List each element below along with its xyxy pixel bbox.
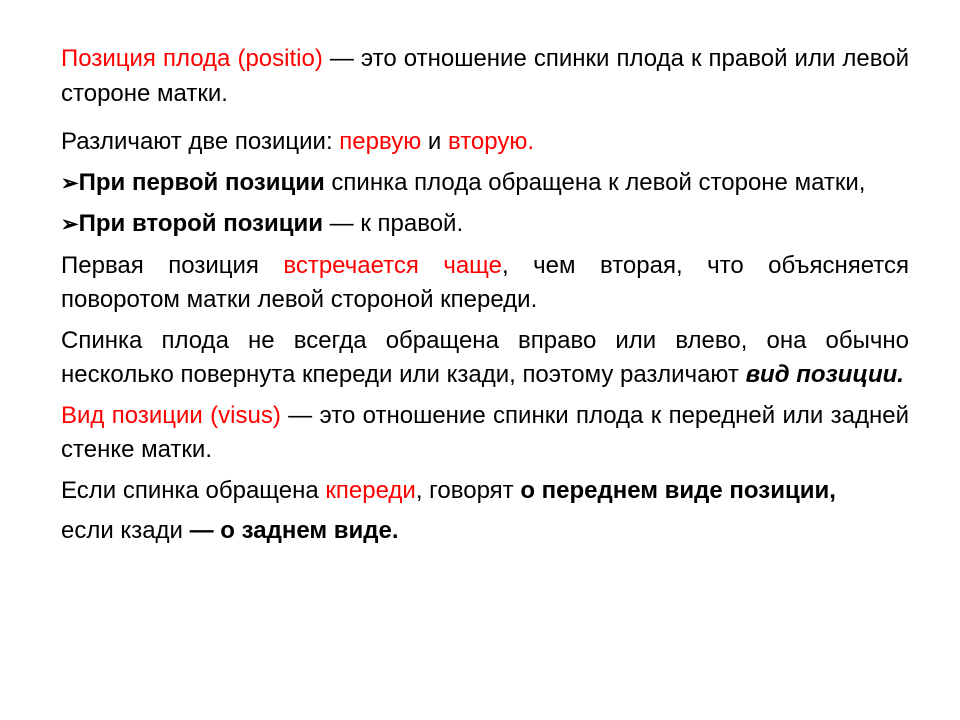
second-position-heading: При второй позиции: [78, 210, 324, 237]
paragraph-first-position: [61, 166, 909, 202]
first-position-heading: При первой позиции: [78, 168, 325, 196]
anterior-highlight: кпереди: [325, 476, 416, 504]
second-position-word: вторую.: [447, 128, 535, 155]
paragraph-visus-definition: [61, 399, 909, 468]
term-positio: Позиция плода (positio): [61, 45, 323, 72]
paragraph-two-positions: [61, 125, 909, 160]
posterior-intro: если кзади: [61, 517, 190, 544]
paragraph-position-definition: [61, 42, 909, 111]
posterior-view-term: — о заднем виде.: [189, 517, 399, 544]
arrow-bullet-icon: ➢: [61, 171, 79, 195]
frequency-intro: Первая позиция: [61, 251, 284, 279]
position-definition-text: — это отношение спинки плода к правой или левой стороне матки.: [61, 45, 909, 107]
anterior-say: , говорят: [415, 476, 521, 504]
view-of-position-term: вид позиции.: [745, 361, 904, 388]
paragraph-second-position: [61, 207, 909, 243]
anterior-intro: Если спинка обращена: [61, 476, 326, 504]
arrow-bullet-icon: ➢: [61, 213, 79, 236]
paragraph-back-orientation: [61, 324, 909, 393]
and-word: и: [421, 128, 448, 155]
second-position-text: — к правой.: [323, 210, 464, 237]
back-orientation-text: Спинка плода не всегда обращена вправо или влево, она обычно несколько повернута кпереди или кзади, поэтому различают: [61, 326, 909, 388]
two-positions-intro: Различают две позиции:: [61, 128, 340, 155]
paragraph-frequency: [61, 249, 909, 318]
first-position-text: спинка плода обращена к левой стороне матки,: [324, 168, 866, 196]
frequency-highlight: встречается чаще: [283, 251, 503, 279]
slide-content: [61, 42, 909, 555]
first-position-word: первую: [339, 128, 422, 155]
anterior-view-term: о переднем виде позиции,: [520, 476, 836, 504]
term-visus: Вид позиции (visus): [61, 401, 281, 429]
paragraph-anterior-view: [61, 474, 909, 509]
visus-definition-text: — это отношение спинки плода к передней или задней стенке матки.: [61, 401, 909, 463]
paragraph-posterior-view: [61, 514, 909, 549]
frequency-text: , чем вторая, что объясняется поворотом матки левой стороной кпереди.: [61, 251, 909, 313]
